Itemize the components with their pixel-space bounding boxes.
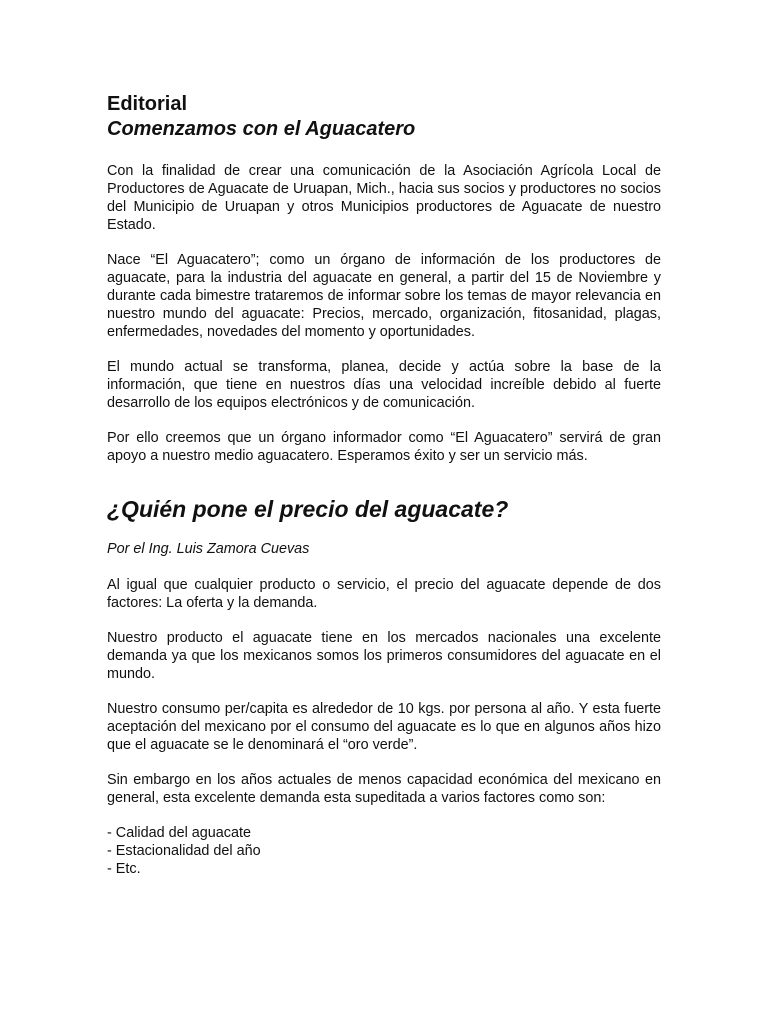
editorial-title: Comenzamos con el Aguacatero [107,118,416,140]
editorial-paragraph: Nace “El Aguacatero”; como un órgano de información de los productores de aguacate, para la industria del aguacate en general, a partir del 15 de Noviembre y durante cada bimestre trataremos de informar sobre los temas de mayor relevancia en nuestro mundo del aguacate: Precios, mercado, organización, fitosanidad, plagas, enfermedades, novedades del momento y oportunidades. [107,252,661,340]
editorial-paragraph: El mundo actual se transforma, planea, decide y actúa sobre la base de la información, que tiene en nuestros días una velocidad increíble debido al fuerte desarrollo de los equipos electrónicos y de comunicación. [107,359,661,411]
editorial-label: Editorial [107,93,188,115]
document-page [107,92,661,878]
article-title: ¿Quién pone el precio del aguacate? [107,496,509,522]
factors-list [107,824,661,878]
article-byline: Por el Ing. Luis Zamora Cuevas [107,541,310,557]
article-paragraph: Nuestro consumo per/capita es alrededor de 10 kgs. por persona al año. Y esta fuerte aceptación del mexicano por el consumo del aguacate es lo que en algunos años hizo que el aguacate se le denominará el “oro verde”. [107,701,661,753]
editorial-paragraph: Por ello creemos que un órgano informador como “El Aguacatero” servirá de gran apoyo a nuestro medio aguacatero. Esperamos éxito y ser un servicio más. [107,430,661,464]
editorial-paragraph: Con la finalidad de crear una comunicación de la Asociación Agrícola Local de Productores de Aguacate de Uruapan, Mich., hacia sus socios y productores no socios del Municipio de Uruapan y otros Municipios productores de Aguacate de nuestro Estado. [107,163,661,233]
list-item: - Estacionalidad del año [107,842,661,860]
article-paragraph: Sin embargo en los años actuales de menos capacidad económica del mexicano en general, esta excelente demanda esta supeditada a varios factores como son: [107,772,661,806]
article-paragraph: Al igual que cualquier producto o servicio, el precio del aguacate depende de dos factores: La oferta y la demanda. [107,577,661,611]
article-paragraph: Nuestro producto el aguacate tiene en los mercados nacionales una excelente demanda ya que los mexicanos somos los primeros consumidores del aguacate en el mundo. [107,630,661,682]
list-item: - Calidad del aguacate [107,824,661,842]
list-item: - Etc. [107,860,661,878]
